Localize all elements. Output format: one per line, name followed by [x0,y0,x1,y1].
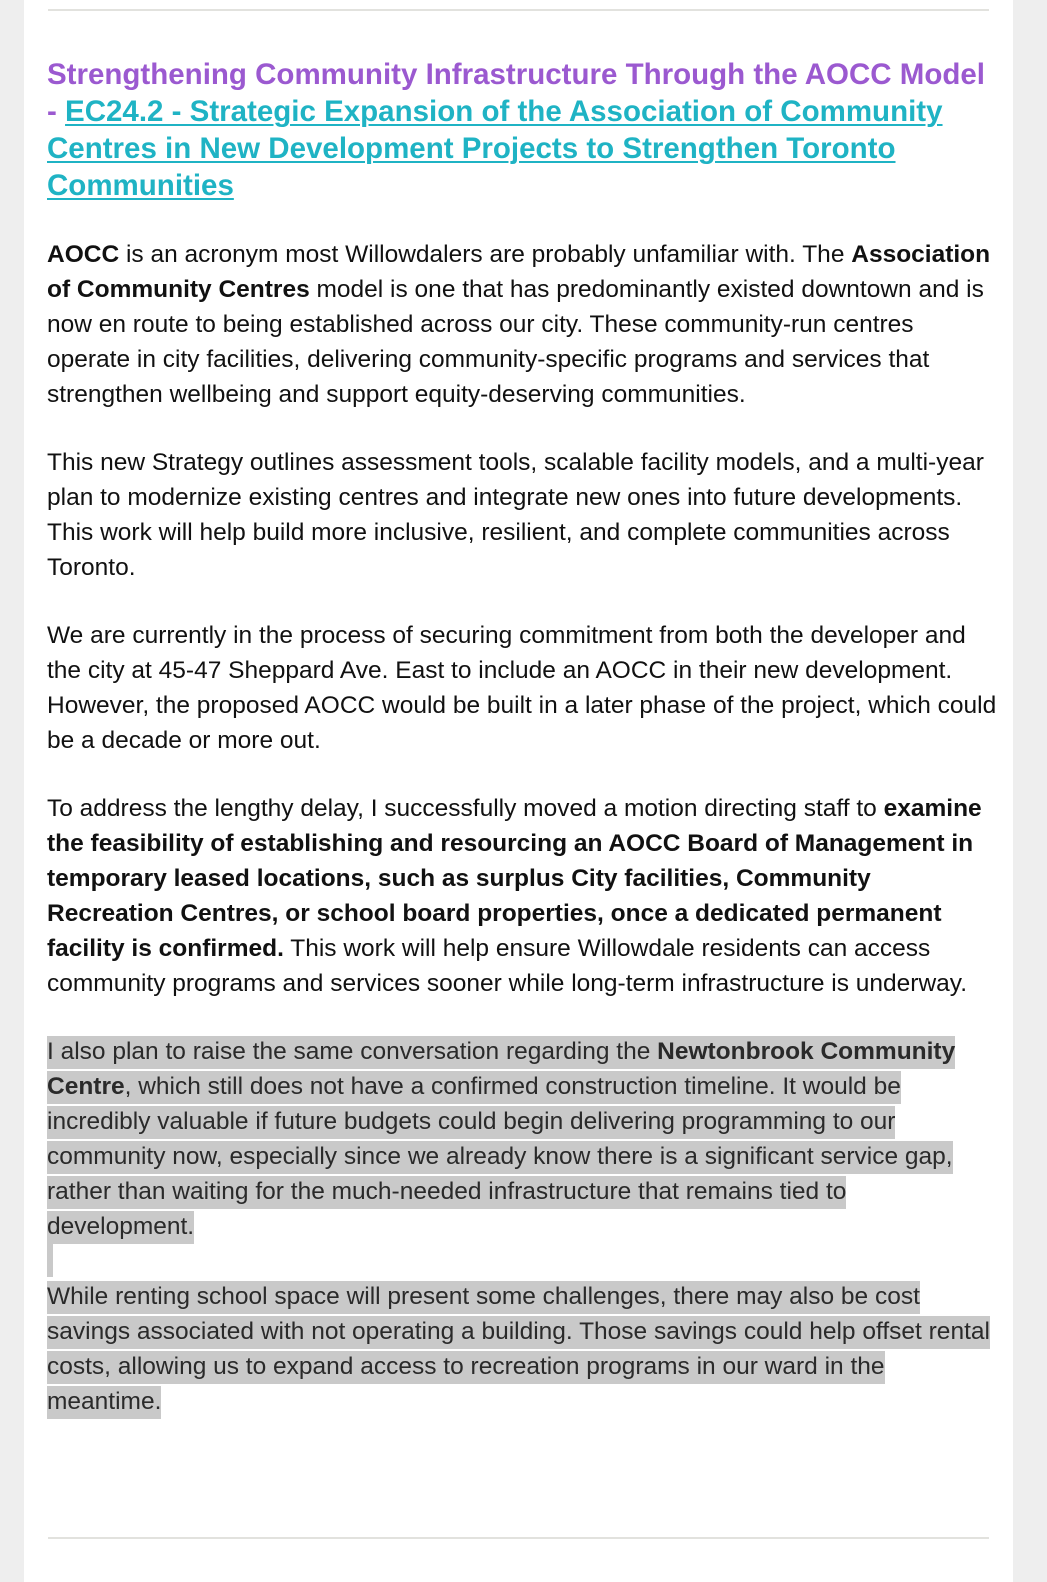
paragraph-motion [47,791,997,1001]
title-prefix: Strengthening Community Infrastructure Through the AOCC Model - [47,58,985,128]
aocc-term: AOCC [47,241,120,268]
article-title [47,56,997,204]
bottom-divider [48,1537,989,1539]
highlighted-selection [47,1036,955,1244]
ec24-2-item-link[interactable]: EC24.2 - Strategic Expansion of the Association of Community Centres in New Development Projects to Strengthen Toronto Communities [47,95,943,202]
newtonbrook-term: Newtonbrook Community Centre [47,1038,956,1100]
paragraph-aocc-intro [47,237,997,412]
motion-text-2: This work will help ensure Willowdale residents can access community programs and services sooner while long-term infrastructure is underway. [47,935,968,997]
newtonbrook-text-1: I also plan to raise the same conversation regarding the [47,1038,658,1065]
newtonbrook-text-2: , which still does not have a confirmed construction timeline. It would be incredibly valuable if future budgets could begin delivering programming to our community now, especially since we already know there is a significant service gap, rather than waiting for the much-needed infrastructure that remains tied to development. [47,1073,953,1240]
intro-text-1: is an acronym most Willowdalers are probably unfamiliar with. The [119,241,852,268]
selection-gap-marker [47,1244,53,1277]
paragraph-strategy: This new Strategy outlines assessment tools, scalable facility models, and a multi-year plan to modernize existing centres and integrate new ones into future developments. This work will help build more inclusive, resilient, and complete communities across Toronto. [47,449,984,581]
motion-text-1: To address the lengthy delay, I successfully moved a motion directing staff to [47,795,884,822]
highlighted-school-space-text: While renting school space will present some challenges, there may also be cost savings associated with not operating a building. Those savings could help offset rental costs, allowing us to expand access to recreation programs in our ward in the meantime. [47,1281,990,1419]
intro-text-2: model is one that has predominantly existed downtown and is now en route to being established across our city. These community-run centres operate in city facilities, delivering community-specific programs and services that strengthen wellbeing and support equity-deserving communities. [47,276,984,408]
highlighted-blank-line [47,1244,997,1279]
paragraph-newtonbrook [47,1034,997,1244]
paragraph-sheppard: We are currently in the process of securing commitment from both the developer and the city at 45-47 Sheppard Ave. East to include an AOCC in their new development. However, the proposed AOCC would be built in a later phase of the project, which could be a decade or more out. [47,622,997,754]
article [47,56,997,1452]
paragraph-school-space [47,1279,997,1419]
motion-bold-text: examine the feasibility of establishing and resourcing an AOCC Board of Management in temporary leased locations, such as surplus City facilities, Community Recreation Centres, or school board properties, once a dedicated permanent facility is confirmed. [47,795,982,962]
newsletter-page [24,0,1013,1582]
association-term: Association of Community Centres [47,241,991,303]
top-divider [48,9,989,11]
